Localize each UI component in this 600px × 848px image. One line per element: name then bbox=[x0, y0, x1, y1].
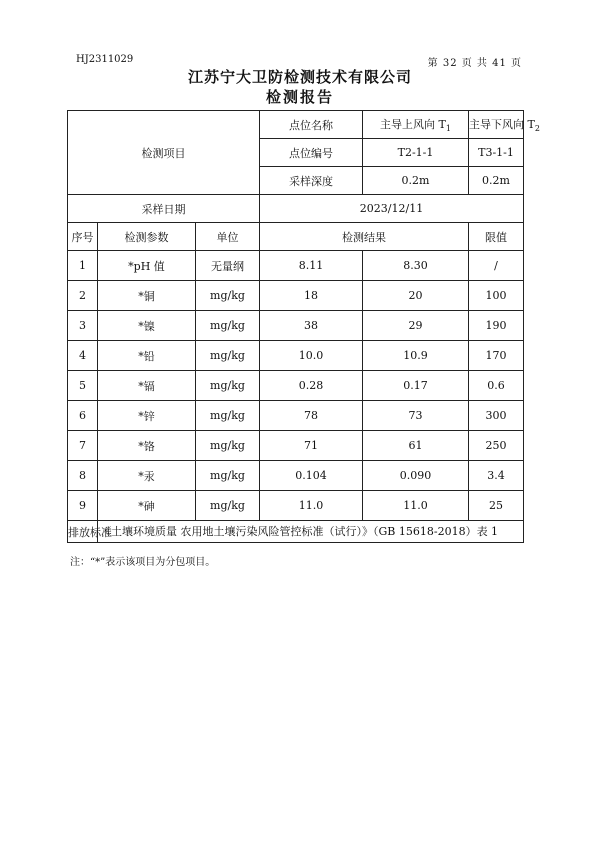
row-param: *锌 bbox=[98, 401, 196, 431]
row-result-2: 29 bbox=[363, 311, 469, 341]
row-no: 7 bbox=[68, 431, 98, 461]
table-row bbox=[68, 281, 524, 311]
col-header-limit: 限值 bbox=[469, 223, 524, 251]
depth-1: 0.2m bbox=[363, 167, 469, 195]
row-unit: mg/kg bbox=[196, 311, 260, 341]
table-row bbox=[68, 111, 524, 139]
row-result-1: 78 bbox=[260, 401, 363, 431]
row-param: *镉 bbox=[98, 371, 196, 401]
test-item-label: 检测项目 bbox=[68, 111, 260, 195]
row-result-1: 71 bbox=[260, 431, 363, 461]
table-row bbox=[68, 311, 524, 341]
depth-label: 采样深度 bbox=[260, 167, 363, 195]
row-result-1: 0.104 bbox=[260, 461, 363, 491]
row-no: 5 bbox=[68, 371, 98, 401]
table-row bbox=[68, 371, 524, 401]
row-limit: 100 bbox=[469, 281, 524, 311]
row-unit: mg/kg bbox=[196, 461, 260, 491]
report-number: HJ2311029 bbox=[76, 54, 134, 65]
row-limit: 250 bbox=[469, 431, 524, 461]
table-row bbox=[68, 341, 524, 371]
table-row bbox=[68, 521, 524, 543]
page-info: 第 32 页 共 41 页 bbox=[427, 58, 522, 69]
row-result-2: 61 bbox=[363, 431, 469, 461]
row-param: *铅 bbox=[98, 341, 196, 371]
row-no: 4 bbox=[68, 341, 98, 371]
sampling-date-label: 采样日期 bbox=[68, 195, 260, 223]
row-limit: 25 bbox=[469, 491, 524, 521]
row-no: 1 bbox=[68, 251, 98, 281]
row-no: 6 bbox=[68, 401, 98, 431]
row-unit: mg/kg bbox=[196, 281, 260, 311]
row-unit: mg/kg bbox=[196, 341, 260, 371]
row-param: *铜 bbox=[98, 281, 196, 311]
row-unit: mg/kg bbox=[196, 491, 260, 521]
col-header-unit: 单位 bbox=[196, 223, 260, 251]
row-limit: / bbox=[469, 251, 524, 281]
point-code-label: 点位编号 bbox=[260, 139, 363, 167]
point-code-1: T2-1-1 bbox=[363, 139, 469, 167]
row-result-1: 11.0 bbox=[260, 491, 363, 521]
row-result-1: 38 bbox=[260, 311, 363, 341]
row-limit: 170 bbox=[469, 341, 524, 371]
row-limit: 300 bbox=[469, 401, 524, 431]
col-header-param: 检测参数 bbox=[98, 223, 196, 251]
row-param: *铬 bbox=[98, 431, 196, 461]
row-limit: 0.6 bbox=[469, 371, 524, 401]
footnote: 注：“*”表示该项目为分包项目。 bbox=[70, 557, 216, 568]
standard-label: 排放标准 bbox=[68, 521, 98, 543]
row-result-2: 8.30 bbox=[363, 251, 469, 281]
row-no: 3 bbox=[68, 311, 98, 341]
point-name-1: 主导上风向 $T_1$ bbox=[363, 111, 469, 139]
row-no: 8 bbox=[68, 461, 98, 491]
row-unit: mg/kg bbox=[196, 401, 260, 431]
row-limit: 190 bbox=[469, 311, 524, 341]
row-result-2: 11.0 bbox=[363, 491, 469, 521]
row-no: 2 bbox=[68, 281, 98, 311]
results-table bbox=[67, 110, 540, 543]
row-result-2: 20 bbox=[363, 281, 469, 311]
row-result-2: 0.090 bbox=[363, 461, 469, 491]
row-result-2: 73 bbox=[363, 401, 469, 431]
col-header-no: 序号 bbox=[68, 223, 98, 251]
standard-text: 《土壤环境质量 农用地土壤污染风险管控标准（试行）》（GB 15618-2018）表 1 bbox=[98, 521, 524, 543]
point-name-label: 点位名称 bbox=[260, 111, 363, 139]
table-row bbox=[68, 195, 524, 223]
report-title: 检测报告 bbox=[265, 88, 334, 106]
row-unit: 无量纲 bbox=[196, 251, 260, 281]
row-param: *镍 bbox=[98, 311, 196, 341]
depth-2: 0.2m bbox=[469, 167, 524, 195]
table-row bbox=[68, 223, 524, 251]
row-param: *砷 bbox=[98, 491, 196, 521]
row-result-1: 0.28 bbox=[260, 371, 363, 401]
table-row bbox=[68, 491, 524, 521]
row-no: 9 bbox=[68, 491, 98, 521]
row-unit: mg/kg bbox=[196, 431, 260, 461]
row-param: *pH 值 bbox=[98, 251, 196, 281]
row-result-2: 0.17 bbox=[363, 371, 469, 401]
company-name: 江苏宁大卫防检测技术有限公司 bbox=[187, 68, 412, 86]
row-param: *汞 bbox=[98, 461, 196, 491]
table-row bbox=[68, 401, 524, 431]
row-result-1: 8.11 bbox=[260, 251, 363, 281]
point-name-2: 主导下风向 $T_2$ bbox=[469, 111, 524, 139]
row-result-1: 10.0 bbox=[260, 341, 363, 371]
point-code-2: T3-1-1 bbox=[469, 139, 524, 167]
table-row bbox=[68, 251, 524, 281]
row-result-1: 18 bbox=[260, 281, 363, 311]
table-row bbox=[68, 431, 524, 461]
row-limit: 3.4 bbox=[469, 461, 524, 491]
row-result-2: 10.9 bbox=[363, 341, 469, 371]
table-row bbox=[68, 461, 524, 491]
sampling-date: 2023/12/11 bbox=[260, 195, 524, 223]
row-unit: mg/kg bbox=[196, 371, 260, 401]
col-header-result: 检测结果 bbox=[260, 223, 469, 251]
